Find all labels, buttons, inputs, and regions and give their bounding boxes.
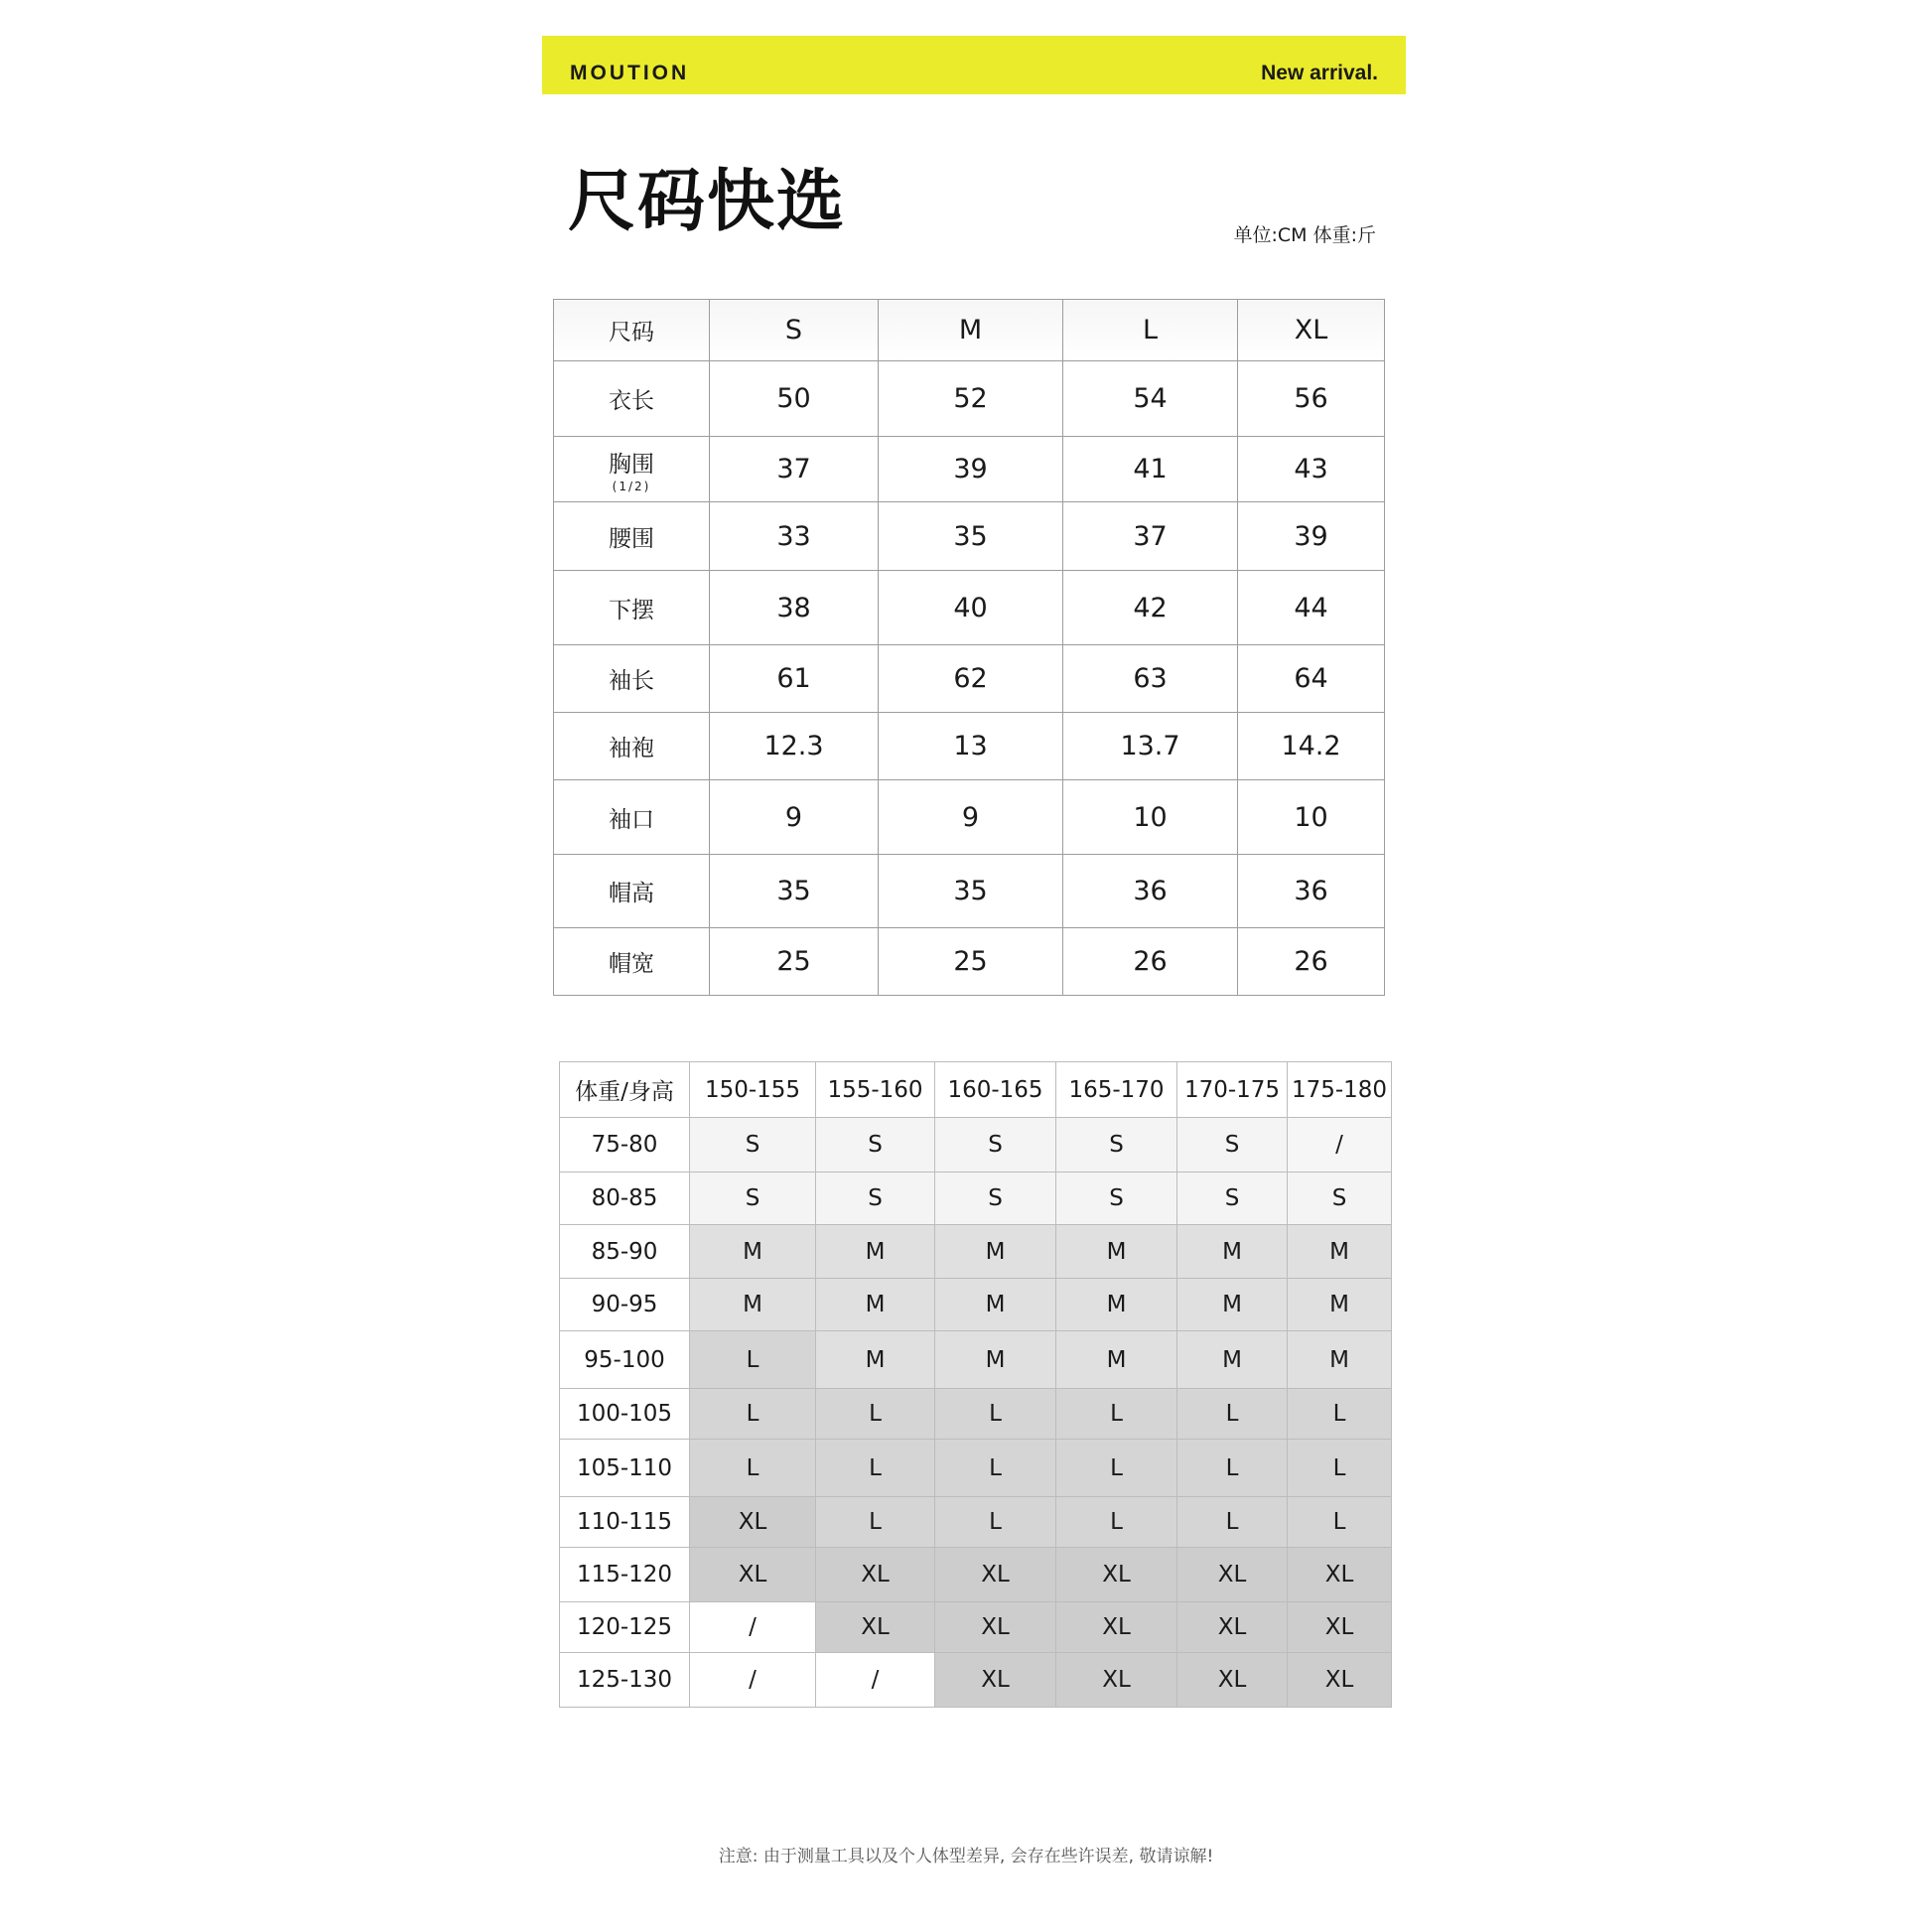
recommend-row (560, 1118, 1392, 1173)
recommended-size-cell: M (816, 1331, 935, 1389)
measurement-name: 胸围 (609, 452, 654, 478)
measurement-label (554, 780, 710, 855)
size-row (554, 713, 1385, 780)
measurement-label (554, 928, 710, 996)
size-value-cell: 35 (879, 855, 1063, 928)
recommended-size-cell: XL (935, 1653, 1056, 1708)
size-row (554, 361, 1385, 437)
size-value-cell: 37 (710, 437, 879, 502)
recommended-size-cell: M (1177, 1225, 1288, 1279)
size-value-cell: 56 (1238, 361, 1385, 437)
size-value-cell: 62 (879, 645, 1063, 713)
size-value-cell: 64 (1238, 645, 1385, 713)
recommend-row (560, 1173, 1392, 1225)
measurement-name: 袖口 (609, 806, 654, 833)
recommended-size-cell: M (935, 1331, 1056, 1389)
measurement-label (554, 502, 710, 571)
recommended-size-cell: L (1056, 1389, 1177, 1440)
size-header-cell: M (879, 300, 1063, 361)
recommend-row (560, 1389, 1392, 1440)
measurement-name: 帽宽 (609, 951, 654, 977)
size-row (554, 780, 1385, 855)
recommended-size-cell: XL (816, 1548, 935, 1602)
weight-height-header: 体重/身高 (560, 1062, 690, 1118)
recommended-size-cell: L (1288, 1389, 1392, 1440)
recommend-row (560, 1548, 1392, 1602)
recommended-size-cell: XL (690, 1497, 816, 1548)
recommend-row (560, 1497, 1392, 1548)
recommended-size-cell: XL (1288, 1602, 1392, 1653)
measurement-name: 腰围 (609, 525, 654, 552)
recommended-size-cell: M (816, 1279, 935, 1331)
recommended-size-cell: S (935, 1173, 1056, 1225)
size-value-cell: 36 (1238, 855, 1385, 928)
recommended-size-cell: L (935, 1389, 1056, 1440)
height-range-header: 170-175 (1177, 1062, 1288, 1118)
size-value-cell: 38 (710, 571, 879, 645)
height-range-header: 155-160 (816, 1062, 935, 1118)
recommended-size-cell: M (1177, 1279, 1288, 1331)
recommended-size-cell: S (1056, 1173, 1177, 1225)
recommended-size-cell: M (1288, 1225, 1392, 1279)
recommended-size-cell: S (1177, 1173, 1288, 1225)
recommend-row (560, 1279, 1392, 1331)
size-value-cell: 13.7 (1063, 713, 1238, 780)
recommended-size-cell: M (935, 1279, 1056, 1331)
measurement-label (554, 855, 710, 928)
recommended-size-cell: L (690, 1389, 816, 1440)
measurement-name: 衣长 (609, 388, 654, 414)
size-value-cell: 25 (710, 928, 879, 996)
recommended-size-cell: M (1056, 1279, 1177, 1331)
recommended-size-cell: L (1288, 1497, 1392, 1548)
recommended-size-cell: S (1288, 1173, 1392, 1225)
size-value-cell: 35 (879, 502, 1063, 571)
size-value-cell: 35 (710, 855, 879, 928)
recommend-header-row (560, 1062, 1392, 1118)
recommended-size-cell: XL (1056, 1653, 1177, 1708)
recommended-size-cell: / (816, 1653, 935, 1708)
recommended-size-cell: L (1056, 1440, 1177, 1497)
recommended-size-cell: L (1288, 1440, 1392, 1497)
recommend-row (560, 1602, 1392, 1653)
measurement-name: 袖袍 (609, 736, 654, 761)
banner-tagline: New arrival. (1261, 62, 1378, 84)
size-value-cell: 9 (879, 780, 1063, 855)
recommended-size-cell: L (1056, 1497, 1177, 1548)
height-range-header: 160-165 (935, 1062, 1056, 1118)
weight-range-label: 110-115 (560, 1497, 690, 1548)
recommended-size-cell: / (690, 1602, 816, 1653)
size-value-cell: 41 (1063, 437, 1238, 502)
measurement-name: 帽高 (609, 881, 654, 906)
recommended-size-cell: M (1288, 1331, 1392, 1389)
recommended-size-cell: M (690, 1279, 816, 1331)
recommended-size-cell: M (1288, 1279, 1392, 1331)
size-value-cell: 61 (710, 645, 879, 713)
recommended-size-cell: M (935, 1225, 1056, 1279)
size-value-cell: 14.2 (1238, 713, 1385, 780)
recommended-size-cell: S (816, 1118, 935, 1173)
weight-range-label: 95-100 (560, 1331, 690, 1389)
recommend-row (560, 1440, 1392, 1497)
size-value-cell: 52 (879, 361, 1063, 437)
size-header-cell: S (710, 300, 879, 361)
weight-range-label: 125-130 (560, 1653, 690, 1708)
size-value-cell: 12.3 (710, 713, 879, 780)
recommended-size-cell: S (816, 1173, 935, 1225)
recommended-size-cell: / (1288, 1118, 1392, 1173)
recommended-size-cell: XL (935, 1602, 1056, 1653)
size-chart-table (553, 299, 1385, 996)
measurement-label (554, 713, 710, 780)
size-value-cell: 40 (879, 571, 1063, 645)
measurement-label (554, 361, 710, 437)
weight-range-label: 115-120 (560, 1548, 690, 1602)
recommended-size-cell: M (816, 1225, 935, 1279)
size-value-cell: 26 (1063, 928, 1238, 996)
recommended-size-cell: L (816, 1440, 935, 1497)
size-value-cell: 39 (1238, 502, 1385, 571)
height-range-header: 165-170 (1056, 1062, 1177, 1118)
measurement-name: 下摆 (609, 597, 654, 623)
height-range-header: 175-180 (1288, 1062, 1392, 1118)
recommended-size-cell: XL (1177, 1548, 1288, 1602)
recommended-size-cell: L (935, 1497, 1056, 1548)
recommended-size-cell: XL (1288, 1548, 1392, 1602)
size-row (554, 571, 1385, 645)
measurement-label (554, 645, 710, 713)
recommended-size-cell: L (935, 1440, 1056, 1497)
recommended-size-cell: XL (935, 1548, 1056, 1602)
weight-range-label: 90-95 (560, 1279, 690, 1331)
recommended-size-cell: L (690, 1440, 816, 1497)
height-range-header: 150-155 (690, 1062, 816, 1118)
size-header-cell: XL (1238, 300, 1385, 361)
size-header-cell: L (1063, 300, 1238, 361)
recommend-row (560, 1653, 1392, 1708)
recommended-size-cell: M (1177, 1331, 1288, 1389)
recommended-size-cell: S (1177, 1118, 1288, 1173)
measurement-label (554, 571, 710, 645)
weight-range-label: 75-80 (560, 1118, 690, 1173)
size-value-cell: 26 (1238, 928, 1385, 996)
recommended-size-cell: M (690, 1225, 816, 1279)
brand-logo-text: MOUTION (570, 62, 690, 84)
size-row (554, 855, 1385, 928)
size-row (554, 502, 1385, 571)
size-value-cell: 36 (1063, 855, 1238, 928)
measurement-label (554, 437, 710, 502)
size-row (554, 928, 1385, 996)
size-value-cell: 10 (1063, 780, 1238, 855)
size-value-cell: 13 (879, 713, 1063, 780)
recommend-row (560, 1331, 1392, 1389)
size-value-cell: 43 (1238, 437, 1385, 502)
size-value-cell: 44 (1238, 571, 1385, 645)
weight-range-label: 80-85 (560, 1173, 690, 1225)
page-title: 尺码快选 (568, 163, 847, 241)
size-value-cell: 25 (879, 928, 1063, 996)
weight-range-label: 120-125 (560, 1602, 690, 1653)
measurement-note: (1/2) (612, 480, 651, 493)
recommended-size-cell: S (935, 1118, 1056, 1173)
recommended-size-cell: L (1177, 1389, 1288, 1440)
recommended-size-cell: S (690, 1118, 816, 1173)
recommended-size-cell: XL (1177, 1602, 1288, 1653)
size-recommendation-table (559, 1061, 1392, 1708)
size-header-label: 尺码 (554, 300, 710, 361)
recommended-size-cell: L (1177, 1497, 1288, 1548)
brand-banner (542, 36, 1406, 94)
recommended-size-cell: XL (1288, 1653, 1392, 1708)
recommended-size-cell: XL (1056, 1548, 1177, 1602)
disclaimer-note: 注意: 由于测量工具以及个人体型差异, 会存在些许误差, 敬请谅解! (718, 1847, 1214, 1866)
recommend-row (560, 1225, 1392, 1279)
recommended-size-cell: L (690, 1331, 816, 1389)
measurement-name: 袖长 (609, 668, 654, 694)
size-row (554, 437, 1385, 502)
recommended-size-cell: XL (1177, 1653, 1288, 1708)
size-value-cell: 54 (1063, 361, 1238, 437)
size-value-cell: 33 (710, 502, 879, 571)
recommended-size-cell: L (1177, 1440, 1288, 1497)
recommended-size-cell: S (690, 1173, 816, 1225)
recommended-size-cell: / (690, 1653, 816, 1708)
recommended-size-cell: XL (816, 1602, 935, 1653)
size-header-row (554, 300, 1385, 361)
weight-range-label: 85-90 (560, 1225, 690, 1279)
recommended-size-cell: L (816, 1497, 935, 1548)
size-value-cell: 63 (1063, 645, 1238, 713)
recommended-size-cell: M (1056, 1331, 1177, 1389)
size-value-cell: 39 (879, 437, 1063, 502)
recommended-size-cell: L (816, 1389, 935, 1440)
size-value-cell: 42 (1063, 571, 1238, 645)
size-row (554, 645, 1385, 713)
size-value-cell: 50 (710, 361, 879, 437)
weight-range-label: 105-110 (560, 1440, 690, 1497)
weight-range-label: 100-105 (560, 1389, 690, 1440)
recommended-size-cell: M (1056, 1225, 1177, 1279)
unit-note: 单位:CM 体重:斤 (1233, 224, 1376, 246)
size-value-cell: 9 (710, 780, 879, 855)
recommended-size-cell: XL (690, 1548, 816, 1602)
size-value-cell: 10 (1238, 780, 1385, 855)
size-value-cell: 37 (1063, 502, 1238, 571)
recommended-size-cell: S (1056, 1118, 1177, 1173)
recommended-size-cell: XL (1056, 1602, 1177, 1653)
